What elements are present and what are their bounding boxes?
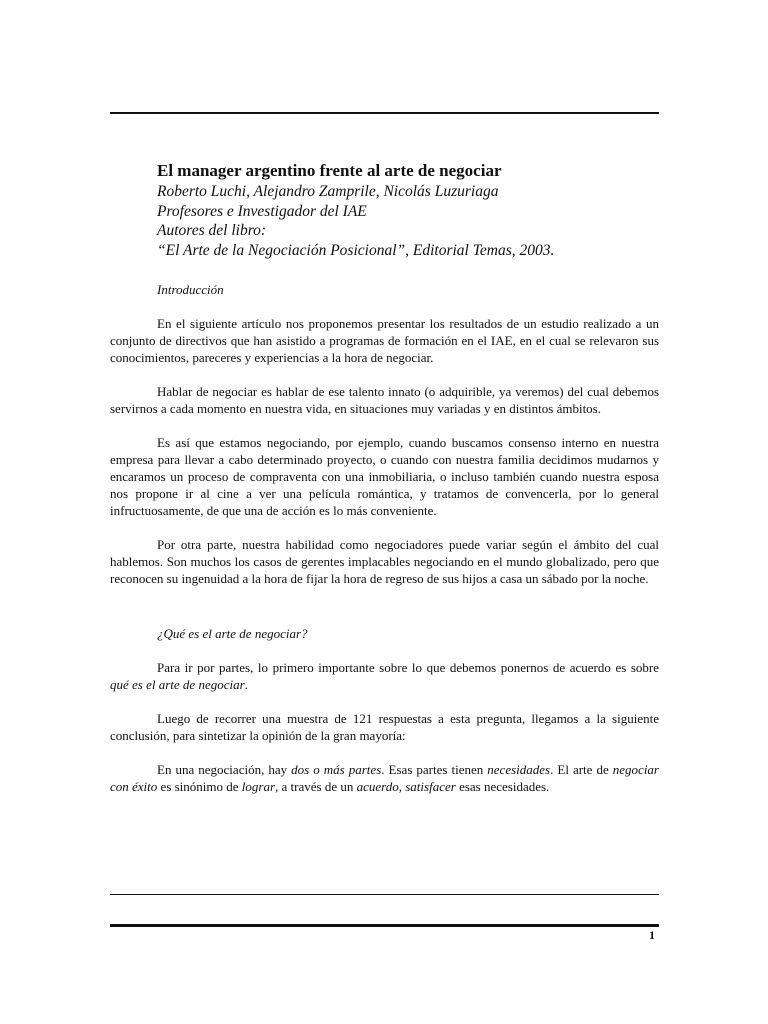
book-reference: “El Arte de la Negociación Posicional”, Editorial Temas, 2003. [157, 241, 555, 259]
paragraph-text: . Esas partes tienen [381, 762, 488, 777]
section-heading-que-es: ¿Qué es el arte de negociar? [157, 626, 308, 641]
page-number: 1 [649, 928, 655, 942]
article-authors: Roberto Luchi, Alejandro Zamprile, Nicolás Luzuriaga [157, 183, 499, 200]
paragraph-text: es sinónimo de [157, 779, 242, 794]
page-content [110, 160, 659, 795]
emphasis-text: qué es el arte de negociar [110, 677, 245, 692]
section-heading-introduccion: Introducción [157, 282, 224, 297]
article-title: El manager argentino frente al arte de negociar [157, 161, 502, 180]
paragraph-text: , a través de un [275, 779, 357, 794]
body-paragraph: Luego de recorrer una muestra de 121 respuestas a esta pregunta, llegamos a la siguiente conclusión, para sintetizar la opinión de la gran mayoría: [110, 711, 659, 743]
emphasis-text: lograr [241, 779, 276, 794]
intro-paragraph: Es así que estamos negociando, por ejemplo, cuando buscamos consenso interno en nuestra empresa para llevar a cabo determinado proyecto, o cuando con nuestra familia decidimos mudarnos y encaramos un proceso de compraventa con una inmobiliaria, o incluso también cuando nuestra esposa nos propone ir al cine a ver una película romántica, y tratamos de convencerla, por lo general infructuosamente, de que una de acción es lo más conveniente. [110, 435, 659, 518]
emphasis-text: dos o más partes [291, 762, 382, 777]
book-label: Autores del libro: [157, 222, 267, 239]
body-paragraph [110, 659, 659, 693]
intro-paragraph: Hablar de negociar es hablar de ese talento innato (o adquirible, ya veremos) del cual debemos servirnos a cada momento en nuestra vida, en situaciones muy variadas y en distintos ámbitos. [110, 384, 659, 416]
paragraph-text: Para ir por partes, lo primero importante sobre lo que debemos ponernos de acuerdo es sobre [157, 660, 659, 675]
author-roles: Profesores e Investigador del IAE [157, 202, 367, 220]
article-header [110, 160, 659, 260]
paragraph-text: En una negociación, hay [157, 762, 292, 777]
paragraph-text: . [244, 677, 248, 692]
intro-paragraph: Por otra parte, nuestra habilidad como negociadores puede variar según el ámbito del cual hablemos. Son muchos los casos de gerentes implacables negociando en el mundo globalizado, pero que reconocen su ingenuidad a la hora de fijar la hora de regreso de sus hijos a casa un sábado por la noche. [110, 537, 659, 586]
emphasis-text: satisfacer [405, 779, 456, 794]
paragraph-text: esas necesidades. [455, 779, 550, 794]
body-paragraph [110, 761, 659, 795]
footer-rule-thin [110, 894, 659, 895]
paragraph-text: , [398, 779, 406, 794]
intro-paragraph: En el siguiente artículo nos proponemos presentar los resultados de un estudio realizado a un conjunto de directivos que han asistido a programas de formación en el IAE, en el cual se relevaron sus conocimientos, pareceres y experiencias a la hora de negociar. [110, 316, 659, 365]
emphasis-text: necesidades [487, 762, 551, 777]
header-rule [110, 112, 659, 114]
emphasis-text: negociar con éxito [110, 762, 659, 794]
footer-rule-thick [110, 924, 659, 927]
emphasis-text: acuerdo [356, 779, 399, 794]
paragraph-text: . El arte de [550, 762, 613, 777]
